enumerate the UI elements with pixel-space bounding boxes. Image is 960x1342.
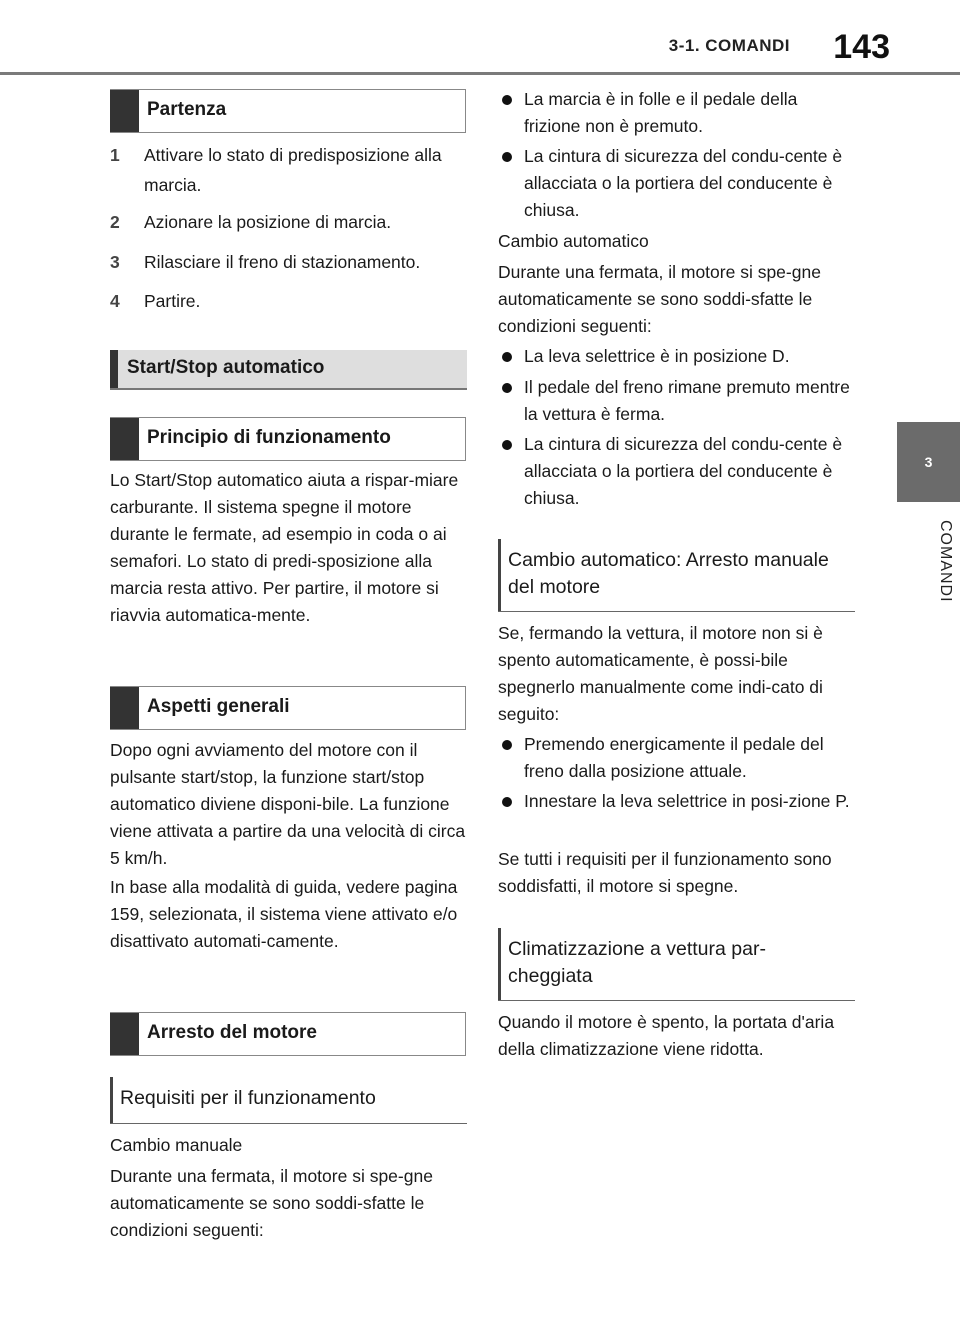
paragraph: Lo Start/Stop automatico aiuta a rispar-miare carburante. Il sistema spegne il motore durante le fermate, ad esempio in coda o ai semafori. Lo stato di predi-sposizione alla marcia resta attivo. Per partire, il motore si riavvia automatica-mente. [110, 470, 459, 625]
step-text: Rilasciare il freno di stazionamento. [144, 252, 421, 272]
paragraph: Se tutti i requisiti per il funzionamento sono soddisfatti, il motore si spegne. [498, 849, 832, 896]
heading-bar [110, 1013, 139, 1055]
heading-text: Cambio automatico: Arresto manuale del motore [508, 549, 829, 598]
heading-text: Climatizzazione a vettura par-cheggiata [508, 938, 766, 987]
chapter-tab: 3 [897, 422, 960, 502]
heading-text: Arresto del motore [147, 1022, 317, 1043]
step-number: 4 [110, 291, 120, 311]
bullet-text: Il pedale del freno rimane premuto mentre la vettura è ferma. [524, 377, 850, 424]
header-divider [0, 72, 960, 75]
bullet-text: La cintura di sicurezza del condu-cente è allacciata o la portiera del conducente è chiusa. [524, 146, 843, 220]
step-text: Partire. [144, 291, 201, 311]
paragraph: In base alla modalità di guida, vedere pagina 159, selezionata, il sistema viene attivato e/o disattivato automati-camente. [110, 877, 458, 951]
heading-bar [110, 687, 139, 729]
section-title: 3-1. COMANDI [668, 36, 790, 55]
heading-principio [110, 417, 466, 461]
page-number: 143 [833, 28, 890, 66]
chapter-label: COMANDI [937, 520, 954, 603]
heading-text: Aspetti generali [147, 696, 290, 717]
bullet-dot [502, 740, 512, 750]
heading-bar [110, 1077, 113, 1123]
subheading-cambio-automatico: Cambio automatico [498, 231, 649, 251]
heading-bar [110, 350, 118, 388]
bullet-text: Innestare la leva selettrice in posi-zione P. [524, 791, 850, 811]
bullet-dot [502, 152, 512, 162]
heading-bar [498, 539, 501, 611]
heading-arresto [110, 1012, 466, 1056]
bullet-dot [502, 440, 512, 450]
step-number: 3 [110, 252, 120, 272]
paragraph: Durante una fermata, il motore si spe-gne automaticamente se sono soddi-sfatte le condizioni seguenti: [498, 262, 821, 336]
paragraph: Dopo ogni avviamento del motore con il pulsante start/stop, la funzione start/stop automatico diviene disponi-bile. La funzione viene attivata a partire da una velocità di circa 5 km/h. [110, 740, 466, 868]
heading-aspetti [110, 686, 466, 730]
paragraph: Quando il motore è spento, la portata d'aria della climatizzazione viene ridotta. [498, 1012, 835, 1059]
heading-requisiti [110, 1077, 467, 1124]
heading-bar [110, 418, 139, 460]
bullet-dot [502, 352, 512, 362]
heading-partenza [110, 89, 466, 133]
paragraph: Durante una fermata, il motore si spe-gne automaticamente se sono soddi-sfatte le condizioni seguenti: [110, 1166, 433, 1240]
heading-text: Partenza [147, 99, 227, 120]
heading-arresto-manuale [498, 539, 855, 612]
heading-text: Requisiti per il funzionamento [120, 1087, 376, 1109]
step-text: Attivare lo stato di predisposizione alla marcia. [144, 145, 442, 195]
bullet-text: La cintura di sicurezza del condu-cente è allacciata o la portiera del conducente è chiusa. [524, 434, 843, 508]
bullet-dot [502, 95, 512, 105]
subheading-cambio-manuale: Cambio manuale [110, 1135, 243, 1155]
bullet-dot [502, 383, 512, 393]
step-text: Azionare la posizione di marcia. [144, 212, 392, 232]
step-number: 2 [110, 212, 120, 232]
step-number: 1 [110, 145, 120, 165]
heading-bar [110, 90, 139, 132]
heading-text: Start/Stop automatico [127, 357, 325, 378]
bullet-text: Premendo energicamente il pedale del freno dalla posizione attuale. [524, 734, 824, 781]
paragraph: Se, fermando la vettura, il motore non si è spento automaticamente, è possi-bile spegnerlo manualmente come indi-cato di seguito: [498, 623, 823, 724]
bullet-dot [502, 797, 512, 807]
heading-bar [498, 928, 501, 1000]
bullet-text: La marcia è in folle e il pedale della frizione non è premuto. [524, 89, 798, 136]
heading-clima [498, 928, 855, 1001]
heading-text: Principio di funzionamento [147, 427, 391, 448]
heading-start-stop [110, 350, 467, 390]
bullet-text: La leva selettrice è in posizione D. [524, 346, 790, 366]
